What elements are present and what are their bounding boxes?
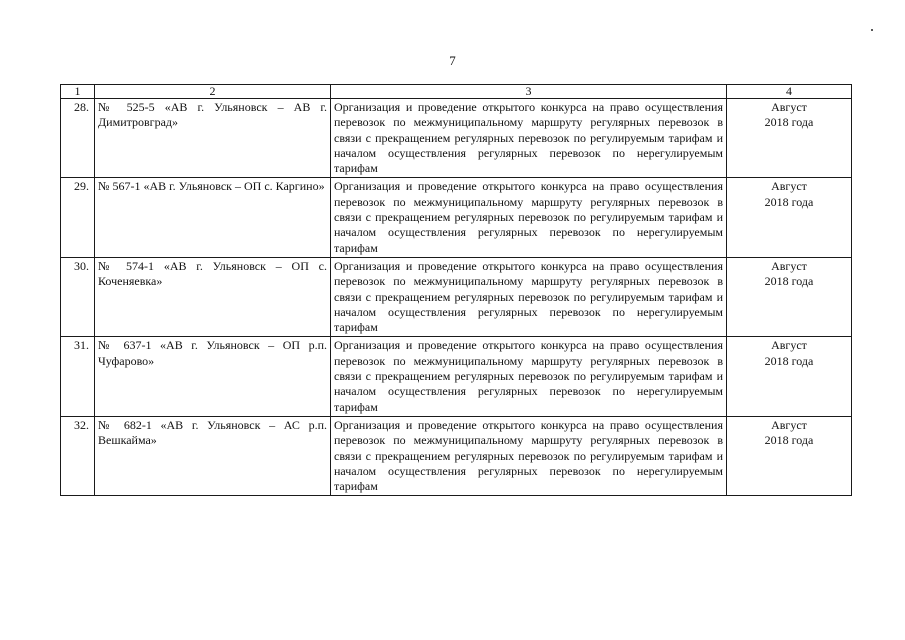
deadline (727, 416, 852, 495)
route-name: № 637-1 «АВ г. Ульяновск – ОП р.п. Чуфарово» (95, 337, 331, 416)
table-row (61, 178, 852, 257)
route-name: № 525-5 «АВ г. Ульяновск – АВ г. Димитровград» (95, 99, 331, 178)
deadline (727, 178, 852, 257)
column-header-number: 1 (61, 85, 95, 99)
deadline-year: 2018 года (764, 274, 814, 289)
deadline-month: Август (771, 100, 807, 114)
column-header-description: 3 (331, 85, 727, 99)
measure-description: Организация и проведение открытого конкурса на право осуществления перевозок по межмуниципальному маршруту регулярных перевозок в связи с прекращением регулярных перевозок по регулируемым тарифам и началом осуществления регулярных перевозок по нерегулируемым тарифам (331, 337, 727, 416)
table-row (61, 257, 852, 336)
column-header-date: 4 (727, 85, 852, 99)
deadline-year: 2018 года (764, 353, 814, 368)
table-header-row (61, 85, 852, 99)
row-number: 31. (61, 337, 95, 416)
route-name: № 567-1 «АВ г. Ульяновск – ОП с. Каргино» (95, 178, 331, 257)
deadline-month: Август (771, 258, 807, 273)
deadline (727, 257, 852, 336)
row-number: 32. (61, 416, 95, 495)
table-row (61, 416, 852, 495)
measure-description: Организация и проведение открытого конкурса на право осуществления перевозок по межмуниципальному маршруту регулярных перевозок в связи с прекращением регулярных перевозок по регулируемым тарифам и началом осуществления регулярных перевозок по нерегулируемым тарифам (331, 178, 727, 257)
column-header-route: 2 (95, 85, 331, 99)
deadline-month: Август (771, 417, 807, 432)
route-name: № 682-1 «АВ г. Ульяновск – АС р.п. Вешкайма» (95, 416, 331, 495)
measure-description: Организация и проведение открытого конкурса на право осуществления перевозок по межмуниципальному маршруту регулярных перевозок в связи с прекращением регулярных перевозок по регулируемым тарифам и началом осуществления регулярных перевозок по нерегулируемым тарифам (331, 257, 727, 336)
deadline-month: Август (771, 338, 807, 353)
deadline-month: Август (771, 179, 807, 194)
row-number: 29. (61, 178, 95, 257)
deadline (727, 99, 852, 178)
measure-description: Организация и проведение открытого конкурса на право осуществления перевозок по межмуниципальному маршруту регулярных перевозок в связи с прекращением регулярных перевозок по регулируемым тарифам и началом осуществления регулярных перевозок по нерегулируемым тарифам (331, 99, 727, 178)
row-number: 28. (61, 99, 95, 178)
table-row (61, 337, 852, 416)
deadline (727, 337, 852, 416)
deadline-year: 2018 года (764, 115, 814, 130)
row-number: 30. (61, 257, 95, 336)
measure-description: Организация и проведение открытого конкурса на право осуществления перевозок по межмуниципальному маршруту регулярных перевозок в связи с прекращением регулярных перевозок по регулируемым тарифам и началом осуществления регулярных перевозок по нерегулируемым тарифам (331, 416, 727, 495)
deadline-year: 2018 года (764, 433, 814, 448)
page-number: 7 (449, 53, 456, 68)
table-row (61, 99, 852, 178)
scan-speck (871, 29, 873, 31)
routes-table (60, 84, 852, 496)
deadline-year: 2018 года (764, 194, 814, 209)
route-name: № 574-1 «АВ г. Ульяновск – ОП с. Коченяевка» (95, 257, 331, 336)
